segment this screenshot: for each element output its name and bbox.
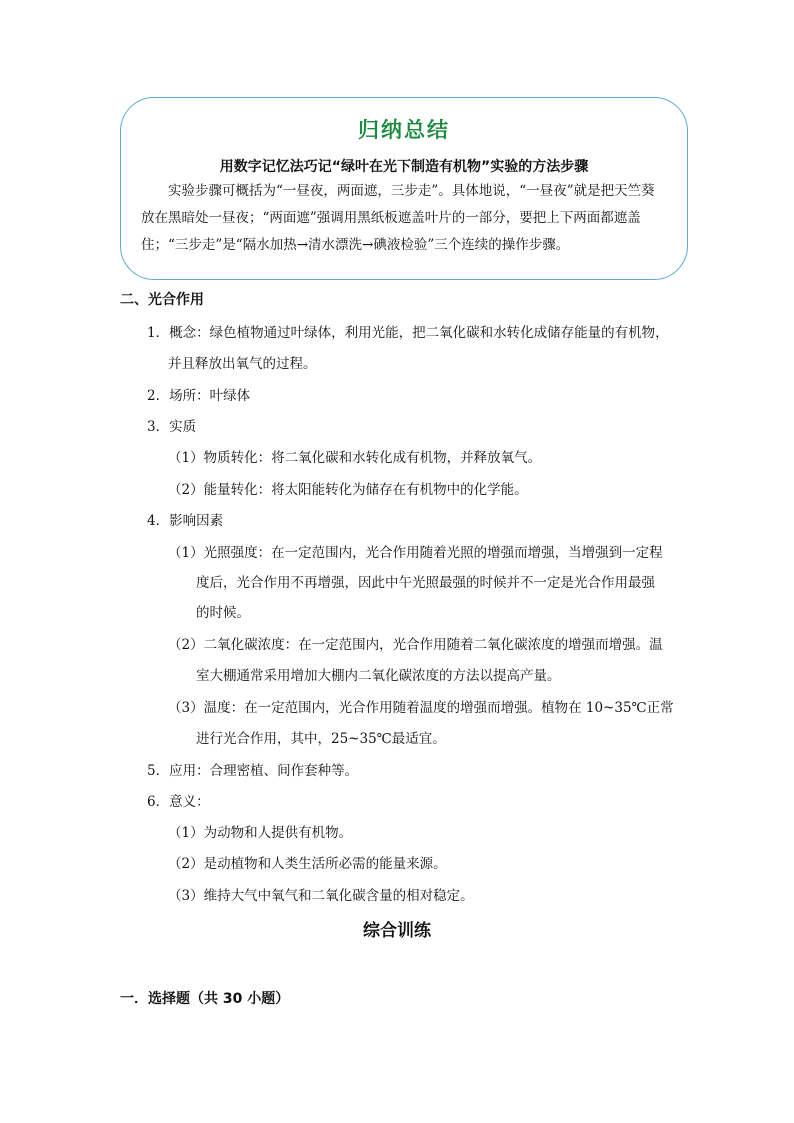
exercise-heading: 一．选择题（共 30 小题） bbox=[120, 991, 290, 1007]
factor-light-line-1: （1）光照强度：在一定范围内，光合作用随着光照的增强而增强，当增强到一定程 bbox=[168, 545, 663, 561]
summary-subtitle: 用数字记忆法巧记“绿叶在光下制造有机物”实验的方法步骤 bbox=[219, 159, 589, 175]
location-line: 2．场所：叶绿体 bbox=[147, 388, 251, 404]
significance-item-3: （3）维持大气中氧气和二氧化碳含量的相对稳定。 bbox=[168, 888, 474, 904]
essence-heading: 3．实质 bbox=[147, 419, 197, 435]
factor-temp-line-2: 进行光合作用，其中，25~35℃最适宜。 bbox=[196, 731, 446, 747]
training-title: 综合训练 bbox=[363, 921, 431, 941]
concept-line-cont: 并且释放出氧气的过程。 bbox=[168, 356, 317, 372]
essence-item-2: （2）能量转化：将太阳能转化为储存在有机物中的化学能。 bbox=[168, 482, 528, 498]
summary-body: 实验步骤可概括为“一昼夜，两面遮，三步走”。具体地说，“一昼夜”就是把天竺葵放在黑暗处一昼夜；“两面遮”强调用黑纸板遮盖叶片的一部分，要把上下两面都遮盖住；“三步走”是“隔水加热→清水漂洗→碘液检验”三个连续的操作步骤。 bbox=[141, 183, 655, 253]
significance-heading: 6．意义： bbox=[147, 794, 210, 810]
concept-line: 1．概念：绿色植物通过叶绿体，利用光能，把二氧化碳和水转化成储存能量的有机物， bbox=[147, 325, 669, 341]
section-heading: 二、光合作用 bbox=[120, 292, 204, 308]
factor-co2-line-1: （2）二氧化碳浓度：在一定范围内，光合作用随着二氧化碳浓度的增强而增强。温 bbox=[168, 637, 663, 653]
application-line: 5．应用：合理密植、间作套种等。 bbox=[147, 763, 359, 779]
summary-box bbox=[120, 97, 688, 280]
factor-light-line-3: 的时候。 bbox=[196, 605, 250, 621]
essence-item-1: （1）物质转化：将二氧化碳和水转化成有机物，并释放氧气。 bbox=[168, 450, 542, 466]
significance-item-2: （2）是动植物和人类生活所必需的能量来源。 bbox=[168, 856, 447, 872]
factors-heading: 4．影响因素 bbox=[147, 513, 224, 529]
factor-light-line-2: 度后，光合作用不再增强，因此中午光照最强的时候并不一定是光合作用最强 bbox=[196, 575, 655, 591]
significance-item-1: （1）为动物和人提供有机物。 bbox=[168, 825, 353, 841]
summary-title: 归纳总结 bbox=[358, 118, 450, 142]
factor-co2-line-2: 室大棚通常采用增加大棚内二氧化碳浓度的方法以提高产量。 bbox=[196, 668, 561, 684]
factor-temp-line-1: （3）温度：在一定范围内，光合作用随着温度的增强而增强。植物在 10~35℃正常 bbox=[168, 700, 674, 716]
